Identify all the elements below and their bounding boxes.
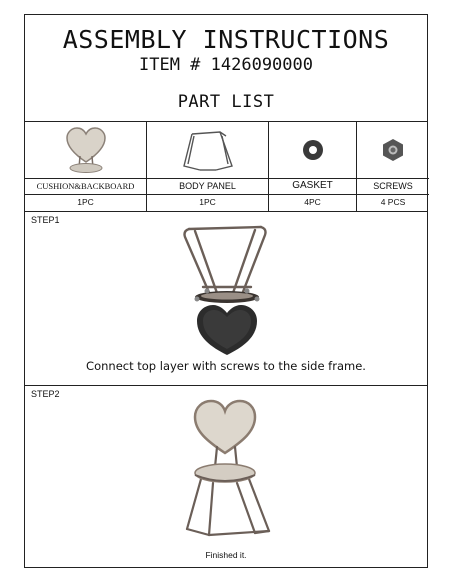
step1-illustration	[167, 221, 287, 359]
item-number: ITEM # 1426090000	[139, 55, 313, 75]
part-qty: 1PC	[77, 197, 94, 207]
part-list-heading: PART LIST	[177, 92, 275, 112]
part-gasket	[269, 121, 357, 211]
part-screws	[357, 121, 429, 211]
page-title: ASSEMBLY INSTRUCTIONS	[62, 25, 390, 54]
parts-table	[25, 121, 427, 212]
step2-label: STEP2	[31, 389, 60, 399]
part-qty: 1PC	[199, 197, 216, 207]
step1-label: STEP1	[31, 215, 60, 225]
part-name: GASKET	[269, 178, 356, 195]
heart-chair-back-icon	[64, 126, 108, 174]
step2-section	[25, 385, 427, 567]
part-qty: 4 PCS	[380, 197, 406, 207]
part-name: SCREWS	[357, 178, 429, 195]
nut-icon	[380, 137, 406, 163]
chair-frame-icon	[180, 126, 236, 174]
step2-caption: Finished it.	[205, 550, 247, 560]
gasket-icon	[300, 137, 326, 163]
part-qty: 4PC	[304, 197, 321, 207]
step2-illustration	[179, 395, 289, 547]
part-cushion-backboard	[25, 121, 147, 211]
part-name: CUSHION&BACKBOARD	[25, 178, 146, 195]
step1-caption: Connect top layer with screws to the side frame.	[86, 359, 366, 373]
part-name: BODY PANEL	[147, 178, 268, 195]
instruction-sheet	[24, 14, 428, 568]
part-body-panel	[147, 121, 269, 211]
header	[25, 15, 427, 122]
step1-section	[25, 211, 427, 386]
